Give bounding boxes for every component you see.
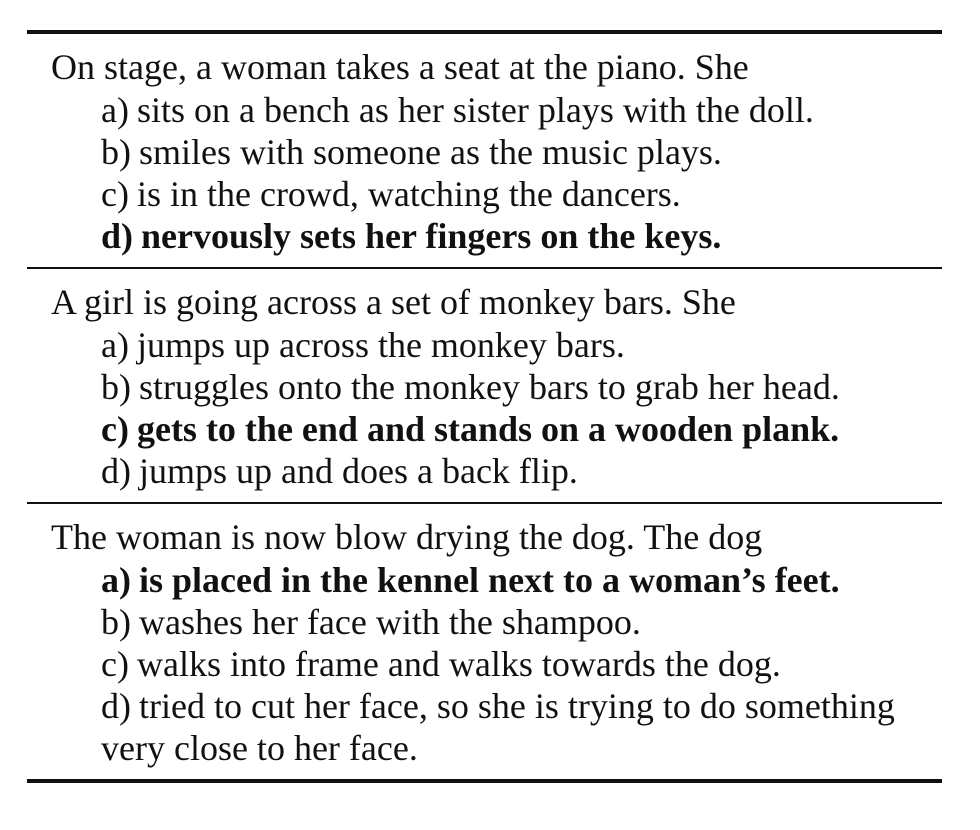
option-item-c <box>51 643 942 685</box>
option-label: c) <box>101 644 129 684</box>
option-text: jumps up across the monkey bars. <box>136 325 625 365</box>
option-label: c) <box>101 174 129 214</box>
option-text: smiles with someone as the music plays. <box>139 132 722 172</box>
option-text: sits on a bench as her sister plays with the doll. <box>136 90 814 130</box>
option-item-a <box>51 559 942 601</box>
option-item-a <box>51 324 942 366</box>
option-item-c <box>51 173 942 215</box>
option-text: struggles onto the monkey bars to grab her head. <box>139 367 840 407</box>
option-list <box>51 89 942 257</box>
option-label: c) <box>101 409 129 449</box>
option-item-d <box>51 215 942 257</box>
example-block-3 <box>27 504 942 779</box>
option-label: a) <box>101 560 131 600</box>
bottom-rule <box>27 779 942 783</box>
examples-table <box>27 30 942 783</box>
context-text: The woman is now blow drying the dog. The dog <box>51 517 763 557</box>
option-text: walks into frame and walks towards the dog. <box>136 644 781 684</box>
option-text: is in the crowd, watching the dancers. <box>136 174 681 214</box>
option-text: gets to the end and stands on a wooden plank. <box>136 409 840 449</box>
example-block-1 <box>27 34 942 267</box>
option-text: is placed in the kennel next to a woman’s feet. <box>139 560 840 600</box>
context-text: A girl is going across a set of monkey bars. She <box>51 282 736 322</box>
option-item-b <box>51 131 942 173</box>
option-text: tried to cut her face, so she is trying to do something very close to her face. <box>101 686 895 768</box>
option-item-b <box>51 366 942 408</box>
option-label: b) <box>101 367 131 407</box>
option-item-a <box>51 89 942 131</box>
option-label: a) <box>101 325 129 365</box>
option-label: b) <box>101 132 131 172</box>
option-item-d <box>51 685 942 769</box>
option-list <box>51 559 942 769</box>
option-text: washes her face with the shampoo. <box>139 602 641 642</box>
option-item-c <box>51 408 942 450</box>
option-item-d <box>51 450 942 492</box>
option-list <box>51 324 942 492</box>
option-label: d) <box>101 216 134 256</box>
option-item-b <box>51 601 942 643</box>
option-text: jumps up and does a back flip. <box>139 451 578 491</box>
option-label: d) <box>101 451 131 491</box>
option-text: nervously sets her fingers on the keys. <box>141 216 722 256</box>
context-text: On stage, a woman takes a seat at the piano. She <box>51 47 749 87</box>
option-label: d) <box>101 686 131 726</box>
option-label: b) <box>101 602 131 642</box>
example-block-2 <box>27 269 942 502</box>
option-label: a) <box>101 90 129 130</box>
